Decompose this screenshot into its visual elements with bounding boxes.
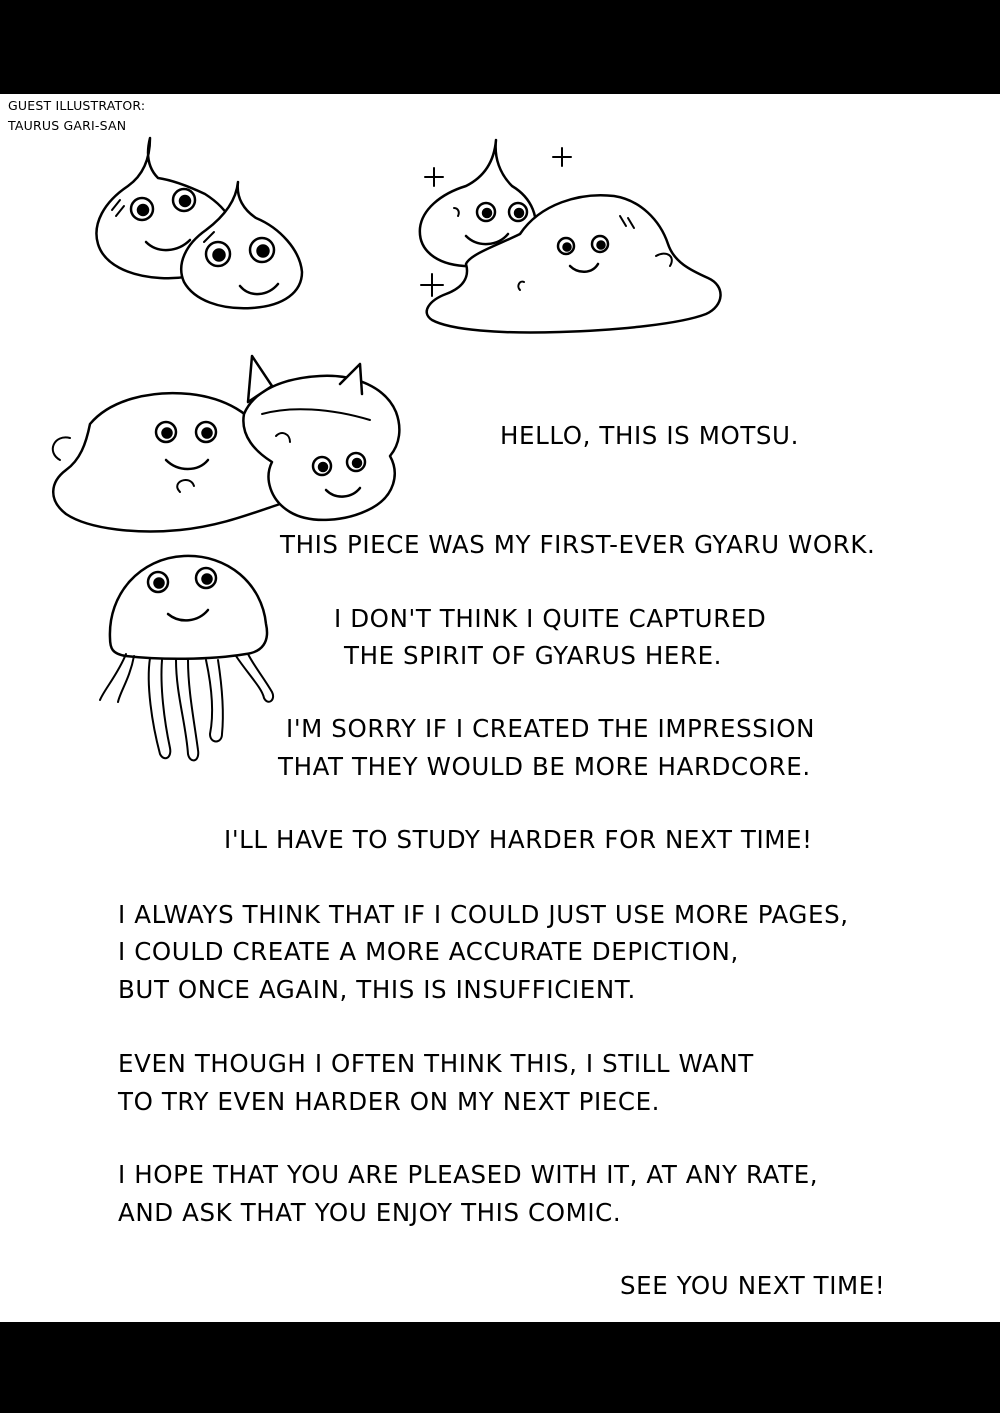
- text-pages-line-3: BUT ONCE AGAIN, THIS IS INSUFFICIENT.: [118, 975, 636, 1004]
- text-pages-line-1: I ALWAYS THINK THAT IF I COULD JUST USE MORE PAGES,: [118, 900, 849, 929]
- slime-pair-drawing: [96, 138, 302, 308]
- slime-with-blob-drawing: [420, 140, 721, 333]
- text-first-work: THIS PIECE WAS MY FIRST-EVER GYARU WORK.: [280, 530, 876, 559]
- text-hope-line-1: I HOPE THAT YOU ARE PLEASED WITH IT, AT ANY RATE,: [118, 1160, 819, 1189]
- guest-illustrator-name: TAURUS GARI-SAN: [8, 118, 127, 133]
- text-try-line-1: EVEN THOUGH I OFTEN THINK THIS, I STILL WANT: [118, 1049, 754, 1078]
- afterword-page: [0, 94, 1000, 1322]
- blob-with-hat-slime-drawing: [53, 356, 400, 531]
- text-spirit-line-1: I DON'T THINK I QUITE CAPTURED: [334, 604, 767, 633]
- text-greeting: HELLO, THIS IS MOTSU.: [500, 421, 799, 450]
- text-spirit-line-2: THE SPIRIT OF GYARUS HERE.: [344, 641, 723, 670]
- text-closing: SEE YOU NEXT TIME!: [620, 1271, 886, 1300]
- top-black-bar: [0, 0, 1000, 94]
- text-sorry-line-1: I'M SORRY IF I CREATED THE IMPRESSION: [286, 714, 816, 743]
- text-study-harder: I'LL HAVE TO STUDY HARDER FOR NEXT TIME!: [224, 825, 813, 854]
- guest-illustrator-label: GUEST ILLUSTRATOR:: [8, 98, 146, 113]
- text-try-line-2: TO TRY EVEN HARDER ON MY NEXT PIECE.: [118, 1087, 661, 1116]
- jellyfish-slime-drawing: [100, 556, 273, 760]
- text-sorry-line-2: THAT THEY WOULD BE MORE HARDCORE.: [278, 752, 811, 781]
- text-hope-line-2: AND ASK THAT YOU ENJOY THIS COMIC.: [118, 1198, 622, 1227]
- bottom-black-bar: [0, 1322, 1000, 1413]
- text-pages-line-2: I COULD CREATE A MORE ACCURATE DEPICTION,: [118, 937, 739, 966]
